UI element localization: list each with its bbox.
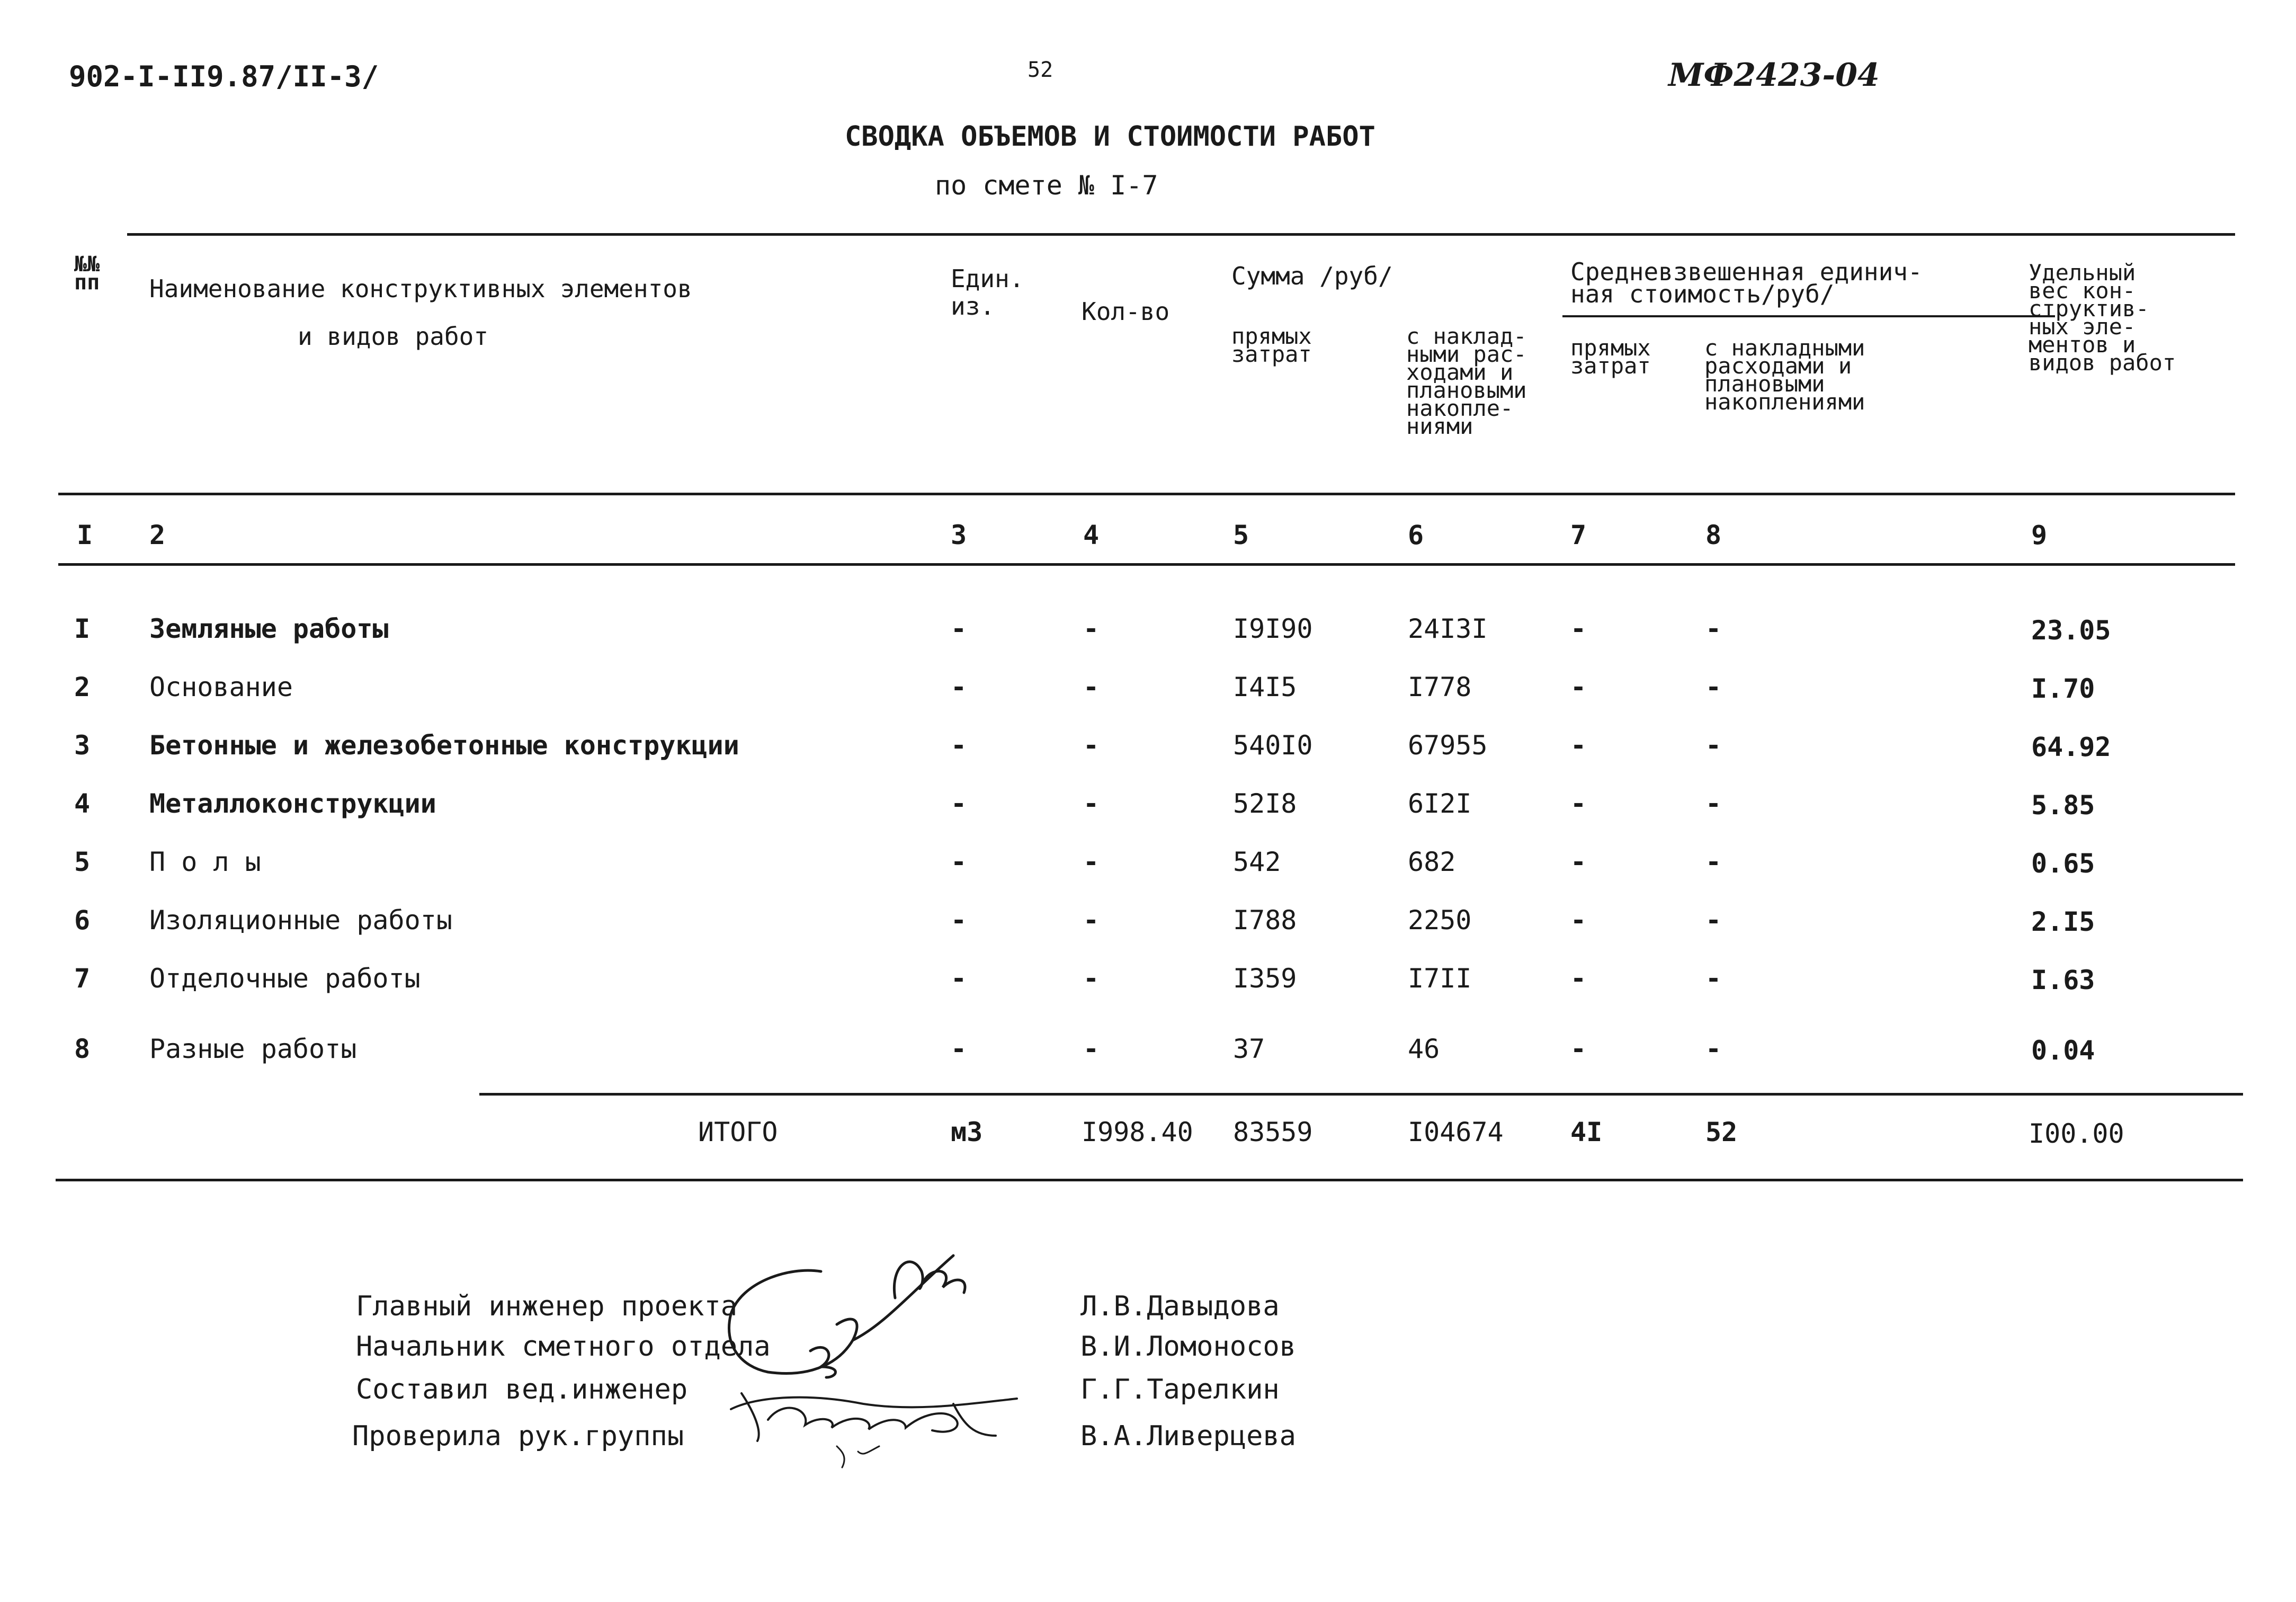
col-header-avg-direct: прямых затрат xyxy=(1570,335,1651,379)
row-name: Изоляционные работы xyxy=(149,905,452,936)
row-name: Основание xyxy=(149,672,293,702)
row-unit: - xyxy=(951,905,967,936)
total-share: I00.00 xyxy=(2029,1118,2124,1149)
row-share: 2.I5 xyxy=(2031,906,2095,937)
row-number: 3 xyxy=(74,730,91,761)
row-overhead-sum: I778 xyxy=(1408,672,1472,702)
col-number-7: 7 xyxy=(1570,520,1587,550)
row-quantity: - xyxy=(1083,788,1100,819)
row-name: Разные работы xyxy=(149,1034,357,1064)
header-bottom-rule xyxy=(58,493,2235,495)
row-quantity: - xyxy=(1083,1034,1100,1064)
row-share: 0.04 xyxy=(2031,1035,2095,1066)
row-avg-overhead: - xyxy=(1705,672,1722,702)
col-header-name-line2: и видов работ xyxy=(298,322,489,351)
row-share: 0.65 xyxy=(2031,848,2095,879)
handwritten-signatures-image xyxy=(678,1234,1049,1478)
col-number-1: I xyxy=(77,520,93,550)
col-header-avg-overhead: с накладными расходами и плановыми накоплениями xyxy=(1704,335,1865,415)
col-header-name-line1: Наименование конструктивных элементов xyxy=(149,274,692,303)
col-header-number: №№ пп xyxy=(74,252,100,295)
col-header-sum-direct: прямых затрат xyxy=(1231,323,1312,367)
row-quantity: - xyxy=(1083,613,1100,644)
row-overhead-sum: 46 xyxy=(1408,1034,1440,1064)
row-direct-sum: I788 xyxy=(1233,905,1297,936)
row-name: Земляные работы xyxy=(149,613,389,644)
avg-cost-group-rule xyxy=(1562,315,2055,317)
row-avg-overhead: - xyxy=(1705,963,1722,994)
row-direct-sum: 540I0 xyxy=(1233,730,1313,761)
signature-role-compiler: Составил вед.инженер xyxy=(356,1374,688,1405)
total-avg-overhead: 52 xyxy=(1705,1117,1738,1147)
row-avg-direct: - xyxy=(1570,1034,1587,1064)
row-unit: - xyxy=(951,672,967,702)
col-number-5: 5 xyxy=(1233,520,1249,550)
row-avg-direct: - xyxy=(1570,672,1587,702)
row-number: 8 xyxy=(74,1034,91,1064)
row-avg-overhead: - xyxy=(1705,613,1722,644)
col-number-4: 4 xyxy=(1083,520,1100,550)
row-unit: - xyxy=(951,788,967,819)
signature-role-chief-engineer: Главный инженер проекта xyxy=(356,1290,738,1322)
col-header-sum: Сумма /руб/ xyxy=(1231,262,1393,290)
row-avg-direct: - xyxy=(1570,730,1587,761)
total-top-rule xyxy=(479,1093,2243,1096)
page-title: СВОДКА ОБЪЕМОВ И СТОИМОСТИ РАБОТ xyxy=(845,121,1375,153)
colnum-bottom-rule xyxy=(58,563,2235,566)
row-overhead-sum: 682 xyxy=(1408,847,1456,877)
row-unit: - xyxy=(951,963,967,994)
row-quantity: - xyxy=(1083,963,1100,994)
row-avg-overhead: - xyxy=(1705,905,1722,936)
row-direct-sum: I9I90 xyxy=(1233,613,1313,644)
row-share: 64.92 xyxy=(2031,732,2111,762)
row-number: 4 xyxy=(74,788,91,819)
row-avg-overhead: - xyxy=(1705,847,1722,877)
row-unit: - xyxy=(951,847,967,877)
row-number: 5 xyxy=(74,847,91,877)
total-direct-sum: 83559 xyxy=(1233,1117,1313,1147)
col-header-unit: Един. из. xyxy=(951,264,1024,321)
row-number: 7 xyxy=(74,963,91,994)
row-direct-sum: I359 xyxy=(1233,963,1297,994)
row-overhead-sum: 6I2I xyxy=(1408,788,1472,819)
row-share: I.70 xyxy=(2031,673,2095,704)
row-direct-sum: 52I8 xyxy=(1233,788,1297,819)
row-quantity: - xyxy=(1083,905,1100,936)
row-name: Бетонные и железобетонные конструкции xyxy=(149,730,739,761)
total-quantity: I998.40 xyxy=(1082,1117,1193,1147)
total-unit: м3 xyxy=(951,1117,983,1147)
row-quantity: - xyxy=(1083,672,1100,702)
col-number-6: 6 xyxy=(1408,520,1424,550)
col-number-8: 8 xyxy=(1705,520,1722,550)
row-overhead-sum: 67955 xyxy=(1408,730,1488,761)
total-avg-direct: 4I xyxy=(1570,1117,1603,1147)
signature-name-chief-engineer: Л.В.Давыдова xyxy=(1080,1290,1280,1322)
row-direct-sum: 37 xyxy=(1233,1034,1265,1064)
row-number: I xyxy=(74,613,91,644)
row-unit: - xyxy=(951,1034,967,1064)
row-unit: - xyxy=(951,730,967,761)
col-header-quantity: Кол-во xyxy=(1082,297,1170,326)
page-number: 52 xyxy=(1028,58,1053,82)
row-quantity: - xyxy=(1083,730,1100,761)
row-direct-sum: I4I5 xyxy=(1233,672,1297,702)
col-number-2: 2 xyxy=(149,520,166,550)
row-avg-direct: - xyxy=(1570,613,1587,644)
header-top-rule xyxy=(127,233,2235,236)
row-share: I.63 xyxy=(2031,965,2095,995)
row-quantity: - xyxy=(1083,847,1100,877)
row-share: 5.85 xyxy=(2031,790,2095,821)
col-number-3: 3 xyxy=(951,520,967,550)
signature-role-estimate-head: Начальник сметного отдела xyxy=(356,1331,771,1363)
total-label: ИТОГО xyxy=(698,1117,778,1147)
row-avg-overhead: - xyxy=(1705,730,1722,761)
row-avg-overhead: - xyxy=(1705,788,1722,819)
row-overhead-sum: I7II xyxy=(1408,963,1472,994)
row-overhead-sum: 24I3I xyxy=(1408,613,1488,644)
row-avg-direct: - xyxy=(1570,788,1587,819)
row-avg-direct: - xyxy=(1570,905,1587,936)
row-unit: - xyxy=(951,613,967,644)
document-code: 902-I-II9.87/II-3/ xyxy=(69,60,379,93)
archive-code: МФ2423-04 xyxy=(1668,57,1880,94)
col-header-sum-overhead: с наклад- ными рас- ходами и плановыми накопле- ниями xyxy=(1406,323,1527,439)
table-bottom-rule xyxy=(56,1179,2243,1181)
row-name: Металлоконструкции xyxy=(149,788,436,819)
row-avg-overhead: - xyxy=(1705,1034,1722,1064)
row-number: 2 xyxy=(74,672,91,702)
col-header-share: Удельный вес кон- структив- ных эле- ментов и видов работ xyxy=(2029,260,2176,376)
row-name: П о л ы xyxy=(149,847,261,877)
row-name: Отделочные работы xyxy=(149,963,421,994)
signature-role-checker: Проверила рук.группы xyxy=(352,1420,684,1452)
col-header-avg-cost: Средневзвешенная единич- ная стоимость/руб/ xyxy=(1570,257,1923,308)
col-number-9: 9 xyxy=(2031,520,2048,550)
page-subtitle: по смете № I-7 xyxy=(935,170,1158,201)
signature-name-compiler: Г.Г.Тарелкин xyxy=(1080,1374,1280,1405)
signature-name-checker: В.А.Ливерцева xyxy=(1080,1420,1296,1452)
row-avg-direct: - xyxy=(1570,963,1587,994)
row-avg-direct: - xyxy=(1570,847,1587,877)
signature-name-estimate-head: В.И.Ломоносов xyxy=(1080,1331,1296,1363)
row-share: 23.05 xyxy=(2031,615,2111,646)
row-number: 6 xyxy=(74,905,91,936)
total-overhead-sum: I04674 xyxy=(1408,1117,1504,1147)
row-direct-sum: 542 xyxy=(1233,847,1281,877)
row-overhead-sum: 2250 xyxy=(1408,905,1472,936)
